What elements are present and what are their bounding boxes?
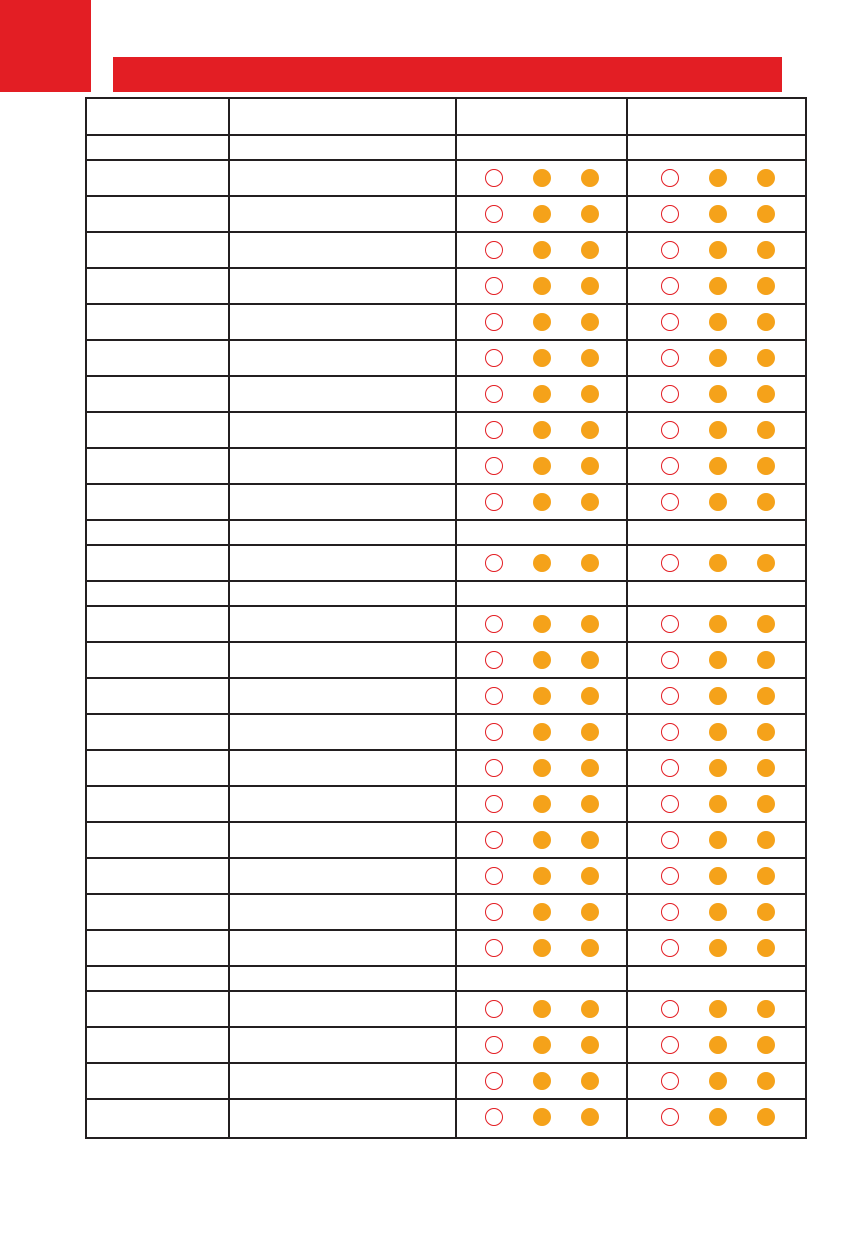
empty-circle-icon xyxy=(661,723,679,741)
column-divider xyxy=(626,99,628,1137)
empty-circle-icon xyxy=(485,867,503,885)
filled-circle-icon xyxy=(581,313,599,331)
filled-circle-icon xyxy=(533,903,551,921)
row-divider xyxy=(87,134,805,136)
empty-circle-icon xyxy=(485,457,503,475)
empty-circle-icon xyxy=(661,493,679,511)
empty-circle-icon xyxy=(661,385,679,403)
filled-circle-icon xyxy=(581,867,599,885)
empty-circle-icon xyxy=(661,1072,679,1090)
filled-circle-icon xyxy=(757,349,775,367)
row-divider xyxy=(87,677,805,679)
row-divider xyxy=(87,544,805,546)
rating-dots xyxy=(661,492,781,512)
filled-circle-icon xyxy=(581,1108,599,1126)
filled-circle-icon xyxy=(581,349,599,367)
rating-dots xyxy=(485,1107,605,1127)
filled-circle-icon xyxy=(581,277,599,295)
rating-dots xyxy=(485,384,605,404)
rating-dots xyxy=(661,1071,781,1091)
row-divider xyxy=(87,159,805,161)
empty-circle-icon xyxy=(485,1000,503,1018)
filled-circle-icon xyxy=(581,1000,599,1018)
filled-circle-icon xyxy=(533,349,551,367)
rating-dots xyxy=(485,902,605,922)
rating-dots xyxy=(661,276,781,296)
empty-circle-icon xyxy=(661,205,679,223)
filled-circle-icon xyxy=(533,867,551,885)
filled-circle-icon xyxy=(533,1000,551,1018)
filled-circle-icon xyxy=(709,277,727,295)
filled-circle-icon xyxy=(757,723,775,741)
filled-circle-icon xyxy=(709,493,727,511)
rating-dots xyxy=(485,1035,605,1055)
filled-circle-icon xyxy=(757,759,775,777)
empty-circle-icon xyxy=(485,241,503,259)
rating-dots xyxy=(661,902,781,922)
filled-circle-icon xyxy=(757,241,775,259)
filled-circle-icon xyxy=(581,687,599,705)
filled-circle-icon xyxy=(757,421,775,439)
filled-circle-icon xyxy=(533,651,551,669)
filled-circle-icon xyxy=(709,759,727,777)
row-divider xyxy=(87,641,805,643)
filled-circle-icon xyxy=(581,903,599,921)
filled-circle-icon xyxy=(757,554,775,572)
filled-circle-icon xyxy=(533,385,551,403)
filled-circle-icon xyxy=(709,867,727,885)
filled-circle-icon xyxy=(757,313,775,331)
empty-circle-icon xyxy=(485,795,503,813)
rating-dots xyxy=(485,758,605,778)
filled-circle-icon xyxy=(709,831,727,849)
filled-circle-icon xyxy=(533,1036,551,1054)
filled-circle-icon xyxy=(581,651,599,669)
row-divider xyxy=(87,1026,805,1028)
rating-dots xyxy=(661,686,781,706)
row-divider xyxy=(87,929,805,931)
filled-circle-icon xyxy=(709,651,727,669)
filled-circle-icon xyxy=(581,1072,599,1090)
row-divider xyxy=(87,447,805,449)
rating-dots xyxy=(661,312,781,332)
row-divider xyxy=(87,195,805,197)
corner-tab-marker xyxy=(0,0,91,92)
row-divider xyxy=(87,965,805,967)
empty-circle-icon xyxy=(485,723,503,741)
rating-dots xyxy=(661,758,781,778)
empty-circle-icon xyxy=(485,1108,503,1126)
empty-circle-icon xyxy=(661,277,679,295)
section-title-bar xyxy=(113,57,782,92)
empty-circle-icon xyxy=(485,169,503,187)
rating-dots xyxy=(485,722,605,742)
row-divider xyxy=(87,1098,805,1100)
row-divider xyxy=(87,411,805,413)
filled-circle-icon xyxy=(709,1108,727,1126)
rating-dots xyxy=(485,650,605,670)
filled-circle-icon xyxy=(581,723,599,741)
filled-circle-icon xyxy=(533,615,551,633)
filled-circle-icon xyxy=(709,313,727,331)
empty-circle-icon xyxy=(661,313,679,331)
rating-dots xyxy=(661,650,781,670)
rating-dots xyxy=(485,614,605,634)
rating-dots xyxy=(485,276,605,296)
row-divider xyxy=(87,339,805,341)
row-divider xyxy=(87,580,805,582)
empty-circle-icon xyxy=(661,421,679,439)
filled-circle-icon xyxy=(709,1072,727,1090)
empty-circle-icon xyxy=(661,867,679,885)
empty-circle-icon xyxy=(485,903,503,921)
row-divider xyxy=(87,483,805,485)
rating-dots xyxy=(485,830,605,850)
filled-circle-icon xyxy=(757,867,775,885)
filled-circle-icon xyxy=(533,241,551,259)
filled-circle-icon xyxy=(581,421,599,439)
rating-dots xyxy=(485,938,605,958)
filled-circle-icon xyxy=(581,554,599,572)
filled-circle-icon xyxy=(533,205,551,223)
rating-dots xyxy=(485,686,605,706)
filled-circle-icon xyxy=(581,795,599,813)
rating-dots xyxy=(485,999,605,1019)
filled-circle-icon xyxy=(533,493,551,511)
empty-circle-icon xyxy=(485,1036,503,1054)
empty-circle-icon xyxy=(485,349,503,367)
filled-circle-icon xyxy=(709,903,727,921)
rating-dots xyxy=(661,240,781,260)
rating-dots xyxy=(485,456,605,476)
filled-circle-icon xyxy=(709,349,727,367)
rating-dots xyxy=(661,384,781,404)
empty-circle-icon xyxy=(661,1000,679,1018)
rating-dots xyxy=(485,348,605,368)
empty-circle-icon xyxy=(485,759,503,777)
filled-circle-icon xyxy=(757,831,775,849)
filled-circle-icon xyxy=(709,723,727,741)
filled-circle-icon xyxy=(581,759,599,777)
filled-circle-icon xyxy=(757,1036,775,1054)
filled-circle-icon xyxy=(581,205,599,223)
empty-circle-icon xyxy=(485,651,503,669)
rating-dots xyxy=(661,1035,781,1055)
filled-circle-icon xyxy=(709,687,727,705)
filled-circle-icon xyxy=(581,615,599,633)
rating-dots xyxy=(661,794,781,814)
row-divider xyxy=(87,1062,805,1064)
filled-circle-icon xyxy=(709,169,727,187)
rating-dots xyxy=(661,204,781,224)
rating-dots xyxy=(661,553,781,573)
row-divider xyxy=(87,713,805,715)
row-divider xyxy=(87,303,805,305)
empty-circle-icon xyxy=(661,241,679,259)
filled-circle-icon xyxy=(709,554,727,572)
empty-circle-icon xyxy=(661,831,679,849)
filled-circle-icon xyxy=(533,723,551,741)
row-divider xyxy=(87,785,805,787)
empty-circle-icon xyxy=(661,615,679,633)
filled-circle-icon xyxy=(757,1000,775,1018)
rating-dots xyxy=(485,492,605,512)
rating-dots xyxy=(661,999,781,1019)
filled-circle-icon xyxy=(533,939,551,957)
empty-circle-icon xyxy=(485,493,503,511)
empty-circle-icon xyxy=(661,795,679,813)
filled-circle-icon xyxy=(757,903,775,921)
empty-circle-icon xyxy=(485,554,503,572)
rating-dots xyxy=(661,348,781,368)
rating-dots xyxy=(661,722,781,742)
filled-circle-icon xyxy=(533,759,551,777)
filled-circle-icon xyxy=(581,939,599,957)
row-divider xyxy=(87,375,805,377)
rating-dots xyxy=(485,1071,605,1091)
row-divider xyxy=(87,821,805,823)
filled-circle-icon xyxy=(757,205,775,223)
filled-circle-icon xyxy=(757,277,775,295)
filled-circle-icon xyxy=(581,457,599,475)
rating-dots xyxy=(661,168,781,188)
rating-dots xyxy=(485,866,605,886)
filled-circle-icon xyxy=(709,1036,727,1054)
row-divider xyxy=(87,893,805,895)
column-divider xyxy=(455,99,457,1137)
filled-circle-icon xyxy=(709,795,727,813)
rating-dots xyxy=(661,456,781,476)
empty-circle-icon xyxy=(661,939,679,957)
rating-dots xyxy=(661,830,781,850)
filled-circle-icon xyxy=(709,421,727,439)
filled-circle-icon xyxy=(757,651,775,669)
rating-dots xyxy=(485,240,605,260)
empty-circle-icon xyxy=(661,457,679,475)
empty-circle-icon xyxy=(661,903,679,921)
filled-circle-icon xyxy=(757,1108,775,1126)
filled-circle-icon xyxy=(533,1108,551,1126)
filled-circle-icon xyxy=(709,939,727,957)
filled-circle-icon xyxy=(581,493,599,511)
filled-circle-icon xyxy=(757,169,775,187)
empty-circle-icon xyxy=(661,554,679,572)
filled-circle-icon xyxy=(709,241,727,259)
rating-dots xyxy=(661,1107,781,1127)
empty-circle-icon xyxy=(661,759,679,777)
rating-dots xyxy=(485,553,605,573)
rating-dots xyxy=(485,204,605,224)
filled-circle-icon xyxy=(533,277,551,295)
empty-circle-icon xyxy=(485,313,503,331)
filled-circle-icon xyxy=(533,169,551,187)
filled-circle-icon xyxy=(581,831,599,849)
filled-circle-icon xyxy=(533,831,551,849)
filled-circle-icon xyxy=(757,1072,775,1090)
filled-circle-icon xyxy=(533,554,551,572)
filled-circle-icon xyxy=(581,1036,599,1054)
row-divider xyxy=(87,990,805,992)
rating-dots xyxy=(485,420,605,440)
filled-circle-icon xyxy=(533,421,551,439)
filled-circle-icon xyxy=(757,939,775,957)
row-divider xyxy=(87,605,805,607)
filled-circle-icon xyxy=(757,493,775,511)
filled-circle-icon xyxy=(757,687,775,705)
empty-circle-icon xyxy=(661,1108,679,1126)
empty-circle-icon xyxy=(485,277,503,295)
empty-circle-icon xyxy=(661,349,679,367)
filled-circle-icon xyxy=(709,457,727,475)
filled-circle-icon xyxy=(757,457,775,475)
filled-circle-icon xyxy=(757,615,775,633)
row-divider xyxy=(87,749,805,751)
filled-circle-icon xyxy=(533,313,551,331)
filled-circle-icon xyxy=(533,457,551,475)
empty-circle-icon xyxy=(485,831,503,849)
filled-circle-icon xyxy=(533,795,551,813)
filled-circle-icon xyxy=(581,241,599,259)
empty-circle-icon xyxy=(661,687,679,705)
rating-dots xyxy=(485,794,605,814)
filled-circle-icon xyxy=(709,205,727,223)
empty-circle-icon xyxy=(485,385,503,403)
empty-circle-icon xyxy=(661,1036,679,1054)
rating-dots xyxy=(661,938,781,958)
filled-circle-icon xyxy=(581,385,599,403)
rating-dots xyxy=(485,168,605,188)
rating-dots xyxy=(661,866,781,886)
filled-circle-icon xyxy=(757,385,775,403)
row-divider xyxy=(87,231,805,233)
filled-circle-icon xyxy=(533,1072,551,1090)
column-divider xyxy=(228,99,230,1137)
row-divider xyxy=(87,857,805,859)
empty-circle-icon xyxy=(485,1072,503,1090)
filled-circle-icon xyxy=(709,615,727,633)
row-divider xyxy=(87,267,805,269)
rating-table xyxy=(85,97,807,1139)
rating-dots xyxy=(485,312,605,332)
row-divider xyxy=(87,519,805,521)
filled-circle-icon xyxy=(709,1000,727,1018)
empty-circle-icon xyxy=(661,651,679,669)
rating-dots xyxy=(661,420,781,440)
empty-circle-icon xyxy=(485,687,503,705)
empty-circle-icon xyxy=(485,939,503,957)
filled-circle-icon xyxy=(757,795,775,813)
filled-circle-icon xyxy=(709,385,727,403)
rating-dots xyxy=(661,614,781,634)
empty-circle-icon xyxy=(485,421,503,439)
empty-circle-icon xyxy=(485,615,503,633)
filled-circle-icon xyxy=(581,169,599,187)
filled-circle-icon xyxy=(533,687,551,705)
empty-circle-icon xyxy=(485,205,503,223)
empty-circle-icon xyxy=(661,169,679,187)
